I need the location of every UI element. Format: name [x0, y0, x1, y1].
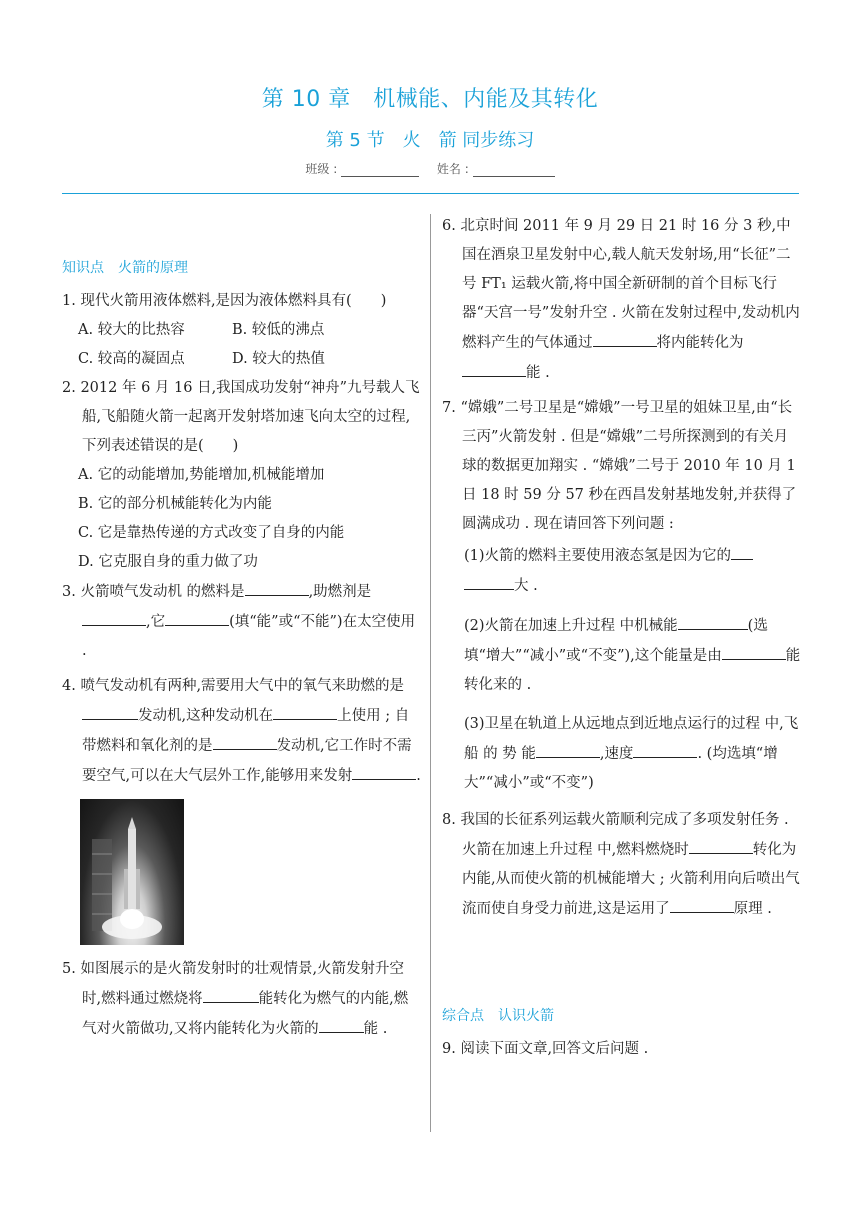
name-blank[interactable]	[473, 163, 555, 177]
question-7-part-2	[442, 611, 802, 700]
question-5-text-3: 能 .	[363, 1021, 388, 1037]
question-6-text-1: 6. 北京时间 2011 年 9 月 29 日 21 时 16 分 3 秒,中国在酒泉卫星发射中心,载人航天发射场,用“长征”二号 FT₁ 运载火箭,将中国全新研制的首个目标飞行器“天宫一号”发射升空 . 火箭在发射过程中,发动机内燃料产生的气体通过	[442, 218, 800, 351]
option-1d[interactable]: D. 较大的热值	[232, 351, 325, 367]
question-7-2-text-3: 能转化来的 .	[464, 648, 801, 693]
question-6-text-3: 能 .	[526, 365, 550, 381]
question-7-3-text-3: . (均选填“增大”“减小”或“不变”)	[464, 746, 778, 791]
option-2d[interactable]: D. 它克服自身的重力做了功	[78, 554, 258, 570]
blank-4-air-breathing[interactable]	[82, 701, 138, 720]
blank-3-oxidizer[interactable]	[82, 607, 146, 626]
question-7-part-1	[442, 541, 802, 601]
option-2b[interactable]: B. 它的部分机械能转化为内能	[78, 496, 272, 512]
question-8	[442, 806, 802, 924]
option-1c[interactable]: C. 较高的凝固点	[78, 351, 185, 367]
question-3-text-1: 3. 火箭喷气发动机 的燃料是	[62, 584, 245, 600]
question-7-part-3	[442, 710, 802, 798]
header-divider	[62, 193, 799, 194]
question-2-stem: 2. 2012 年 6 月 16 日,我国成功发射“神舟”九号载人飞船,飞船随火箭一起离开发射塔加速飞向太空的过程,下列表述错误的是( )	[62, 380, 420, 454]
question-3-text-2: ,助燃剂是	[308, 584, 372, 600]
blank-7-2-mechanical[interactable]	[678, 611, 748, 630]
rocket-launch-photo	[80, 799, 184, 945]
blank-4-used-in[interactable]	[273, 701, 337, 720]
blank-4-self-contained[interactable]	[213, 731, 277, 750]
question-7	[442, 394, 802, 798]
section-title: 第 5 节 火 箭 同步练习	[325, 130, 535, 151]
rocket-launch-illustration	[80, 799, 184, 945]
question-8-text-2: 转化为内能,从而使火箭的机械能增大 ; 火箭利用向后喷出气流而使自身受力前进,这是运用了	[462, 842, 800, 917]
blank-3-fuel[interactable]	[245, 577, 309, 596]
question-4-text-2: 发动机,这种发动机在	[138, 708, 274, 724]
blank-8-principle[interactable]	[670, 894, 734, 913]
question-5-text-2: 能转化为燃气的内能,燃气对火箭做功,又将内能转化为火箭的	[82, 991, 409, 1037]
blank-5-chemical[interactable]	[203, 984, 259, 1003]
question-5-text-1: 5. 如图展示的是火箭发射时的壮观情景,火箭发射升空时,燃料通过燃烧将	[62, 961, 405, 1007]
question-9: 9. 阅读下面文章,回答文后问题 .	[442, 1041, 649, 1057]
question-1-stem: 1. 现代火箭用液体燃料,是因为液体燃料具有( )	[62, 293, 387, 309]
option-1a[interactable]: A. 较大的比热容	[78, 322, 185, 338]
question-3-text-4: (填“能”或“不能”)在太空使用 .	[82, 614, 416, 659]
blank-6-energy[interactable]	[462, 358, 526, 377]
section-heading-understand: 综合点 认识火箭	[442, 1008, 554, 1024]
name-label: 姓名 :	[436, 162, 469, 176]
column-divider	[430, 214, 431, 1132]
student-info	[0, 160, 860, 177]
question-6-text-2: 将内能转化为	[656, 335, 744, 351]
blank-3-space[interactable]	[165, 607, 229, 626]
section-heading-principle: 知识点 火箭的原理	[62, 260, 188, 276]
class-blank[interactable]	[341, 163, 419, 177]
blank-7-2-source[interactable]	[722, 641, 786, 660]
option-2c[interactable]: C. 它是靠热传递的方式改变了自身的内能	[78, 525, 345, 541]
question-3	[62, 577, 422, 666]
question-6	[442, 212, 802, 388]
question-7-2-text-2: (选填“增大”“减小”或“不变”),这个能量是由	[464, 618, 768, 664]
question-4-text-1: 4. 喷气发动机有两种,需要用大气中的氧气来助燃的是	[62, 678, 405, 694]
option-1b[interactable]: B. 较低的沸点	[232, 322, 325, 338]
blank-7-1-a[interactable]	[731, 541, 753, 560]
blank-7-3-potential[interactable]	[536, 739, 600, 758]
option-2a[interactable]: A. 它的动能增加,势能增加,机械能增加	[78, 467, 325, 483]
question-8-text-1: 8. 我国的长征系列运载火箭顺利完成了多项发射任务 . 火箭在加速上升过程 中,燃料燃烧时	[442, 812, 789, 858]
blank-6-work[interactable]	[593, 328, 657, 347]
question-8-text-3: 原理 .	[733, 901, 772, 917]
blank-4-launch[interactable]	[352, 761, 416, 780]
question-2	[62, 374, 422, 577]
left-column	[62, 254, 422, 1044]
right-column	[442, 212, 802, 1064]
question-4-text-5: .	[416, 768, 421, 784]
question-4-text-4: 发动机,它工作时不需要空气,可以在大气层外工作,能够用来发射	[82, 738, 412, 784]
class-label: 班级 :	[305, 162, 338, 176]
question-7-2-text-1: (2)火箭在加速上升过程 中机械能	[464, 618, 678, 634]
chapter-title: 第 10 章 机械能、内能及其转化	[261, 87, 599, 112]
question-7-stem: 7. “嫦娥”二号卫星是“嫦娥”一号卫星的姐妹卫星,由“长三丙”火箭发射 . 但是“嫦娥”二号所探测到的有关月球的数据更加翔实 . “嫦娥”二号于 2010 年 10 月 1 日 18 时 59 分 57 秒在西昌发射基地发射,并获得了圆满成功 . 现在请回答下列问题 :	[442, 400, 797, 532]
question-5	[62, 955, 422, 1044]
blank-7-3-speed[interactable]	[633, 739, 697, 758]
blank-8-chemical[interactable]	[689, 835, 753, 854]
question-7-1-text-1: (1)火箭的燃料主要使用液态氢是因为它的	[464, 548, 732, 564]
question-1	[62, 287, 422, 374]
question-7-3-text-2: ,速度	[599, 746, 634, 762]
question-7-1-text-2: 大 .	[514, 578, 538, 594]
blank-5-mechanical[interactable]	[319, 1014, 364, 1033]
question-3-text-3: ,它	[146, 614, 166, 630]
question-4	[62, 672, 422, 791]
question-4-text-3: 上使用 ; 自带燃料和氧化剂的是	[82, 708, 410, 754]
question-1-options-row1	[62, 316, 422, 345]
question-7-3-text-1: (3)卫星在轨道上从远地点到近地点运行的过程 中,飞船 的 势 能	[464, 716, 799, 762]
question-1-options-row2	[62, 345, 422, 374]
blank-7-1-b[interactable]	[464, 571, 514, 590]
